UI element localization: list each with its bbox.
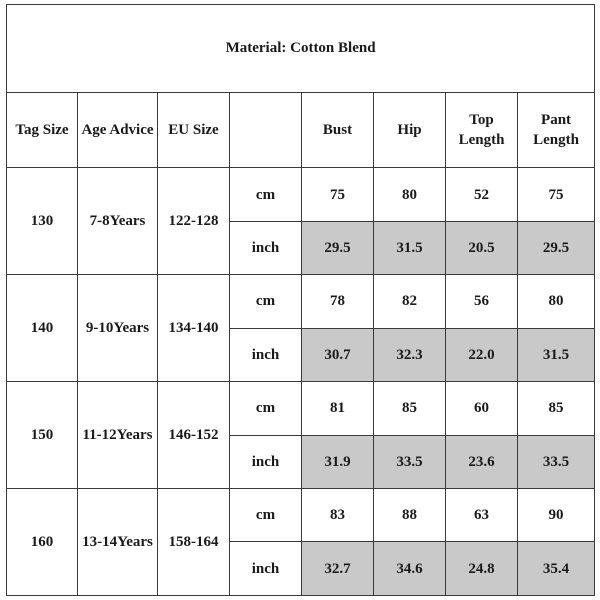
table-row	[7, 488, 595, 541]
pant-length-inch-cell: 31.5	[518, 328, 595, 381]
unit-cm-label: cm	[230, 488, 302, 541]
age-advice-cell: 13-14Years	[78, 488, 158, 595]
header-top-length-line1: Top	[469, 112, 494, 129]
top-length-inch-cell: 22.0	[446, 328, 518, 381]
pant-length-cm-cell: 90	[518, 488, 595, 541]
bust-cm-cell: 78	[302, 275, 374, 328]
unit-inch-label: inch	[230, 542, 302, 596]
top-length-inch-cell: 23.6	[446, 435, 518, 488]
bust-inch-cell: 30.7	[302, 328, 374, 381]
tag-size-cell: 160	[7, 488, 78, 595]
eu-size-cell: 122-128	[158, 168, 230, 275]
unit-inch-label: inch	[230, 435, 302, 488]
table-row	[7, 382, 595, 435]
pant-length-inch-cell: 33.5	[518, 435, 595, 488]
top-length-cm-cell: 60	[446, 382, 518, 435]
bust-cm-cell: 81	[302, 382, 374, 435]
eu-size-cell: 146-152	[158, 382, 230, 489]
hip-inch-cell: 32.3	[374, 328, 446, 381]
header-bust: Bust	[302, 92, 374, 168]
eu-size-cell: 158-164	[158, 488, 230, 595]
pant-length-inch-cell: 35.4	[518, 542, 595, 596]
age-advice-cell: 11-12Years	[78, 382, 158, 489]
unit-cm-label: cm	[230, 275, 302, 328]
unit-inch-label: inch	[230, 328, 302, 381]
size-chart-table	[6, 4, 595, 596]
bust-inch-cell: 32.7	[302, 542, 374, 596]
header-eu-size: EU Size	[158, 92, 230, 168]
age-advice-cell: 7-8Years	[78, 168, 158, 275]
hip-cm-cell: 85	[374, 382, 446, 435]
hip-cm-cell: 88	[374, 488, 446, 541]
hip-cm-cell: 82	[374, 275, 446, 328]
hip-cm-cell: 80	[374, 168, 446, 221]
table-row	[7, 168, 595, 221]
header-pant-length	[518, 92, 595, 168]
header-pant-length-line1: Pant	[541, 112, 572, 129]
hip-inch-cell: 31.5	[374, 221, 446, 274]
bust-cm-cell: 75	[302, 168, 374, 221]
pant-length-cm-cell: 75	[518, 168, 595, 221]
eu-size-cell: 134-140	[158, 275, 230, 382]
unit-cm-label: cm	[230, 382, 302, 435]
hip-inch-cell: 34.6	[374, 542, 446, 596]
header-tag-size: Tag Size	[7, 92, 78, 168]
tag-size-cell: 140	[7, 275, 78, 382]
top-length-cm-cell: 52	[446, 168, 518, 221]
top-length-cm-cell: 63	[446, 488, 518, 541]
pant-length-inch-cell: 29.5	[518, 221, 595, 274]
bust-inch-cell: 29.5	[302, 221, 374, 274]
pant-length-cm-cell: 85	[518, 382, 595, 435]
header-top-length-line2: Length	[458, 132, 505, 149]
unit-inch-label: inch	[230, 221, 302, 274]
header-age-advice: Age Advice	[78, 92, 158, 168]
header-top-length	[446, 92, 518, 168]
tag-size-cell: 150	[7, 382, 78, 489]
top-length-inch-cell: 20.5	[446, 221, 518, 274]
bust-inch-cell: 31.9	[302, 435, 374, 488]
age-advice-cell: 9-10Years	[78, 275, 158, 382]
header-unit	[230, 92, 302, 168]
table-row	[7, 275, 595, 328]
unit-cm-label: cm	[230, 168, 302, 221]
top-length-cm-cell: 56	[446, 275, 518, 328]
pant-length-cm-cell: 80	[518, 275, 595, 328]
header-hip: Hip	[374, 92, 446, 168]
bust-cm-cell: 83	[302, 488, 374, 541]
tag-size-cell: 130	[7, 168, 78, 275]
hip-inch-cell: 33.5	[374, 435, 446, 488]
header-pant-length-line2: Length	[533, 132, 579, 149]
top-length-inch-cell: 24.8	[446, 542, 518, 596]
table-title: Material: Cotton Blend	[7, 5, 595, 93]
header-row	[7, 92, 595, 168]
